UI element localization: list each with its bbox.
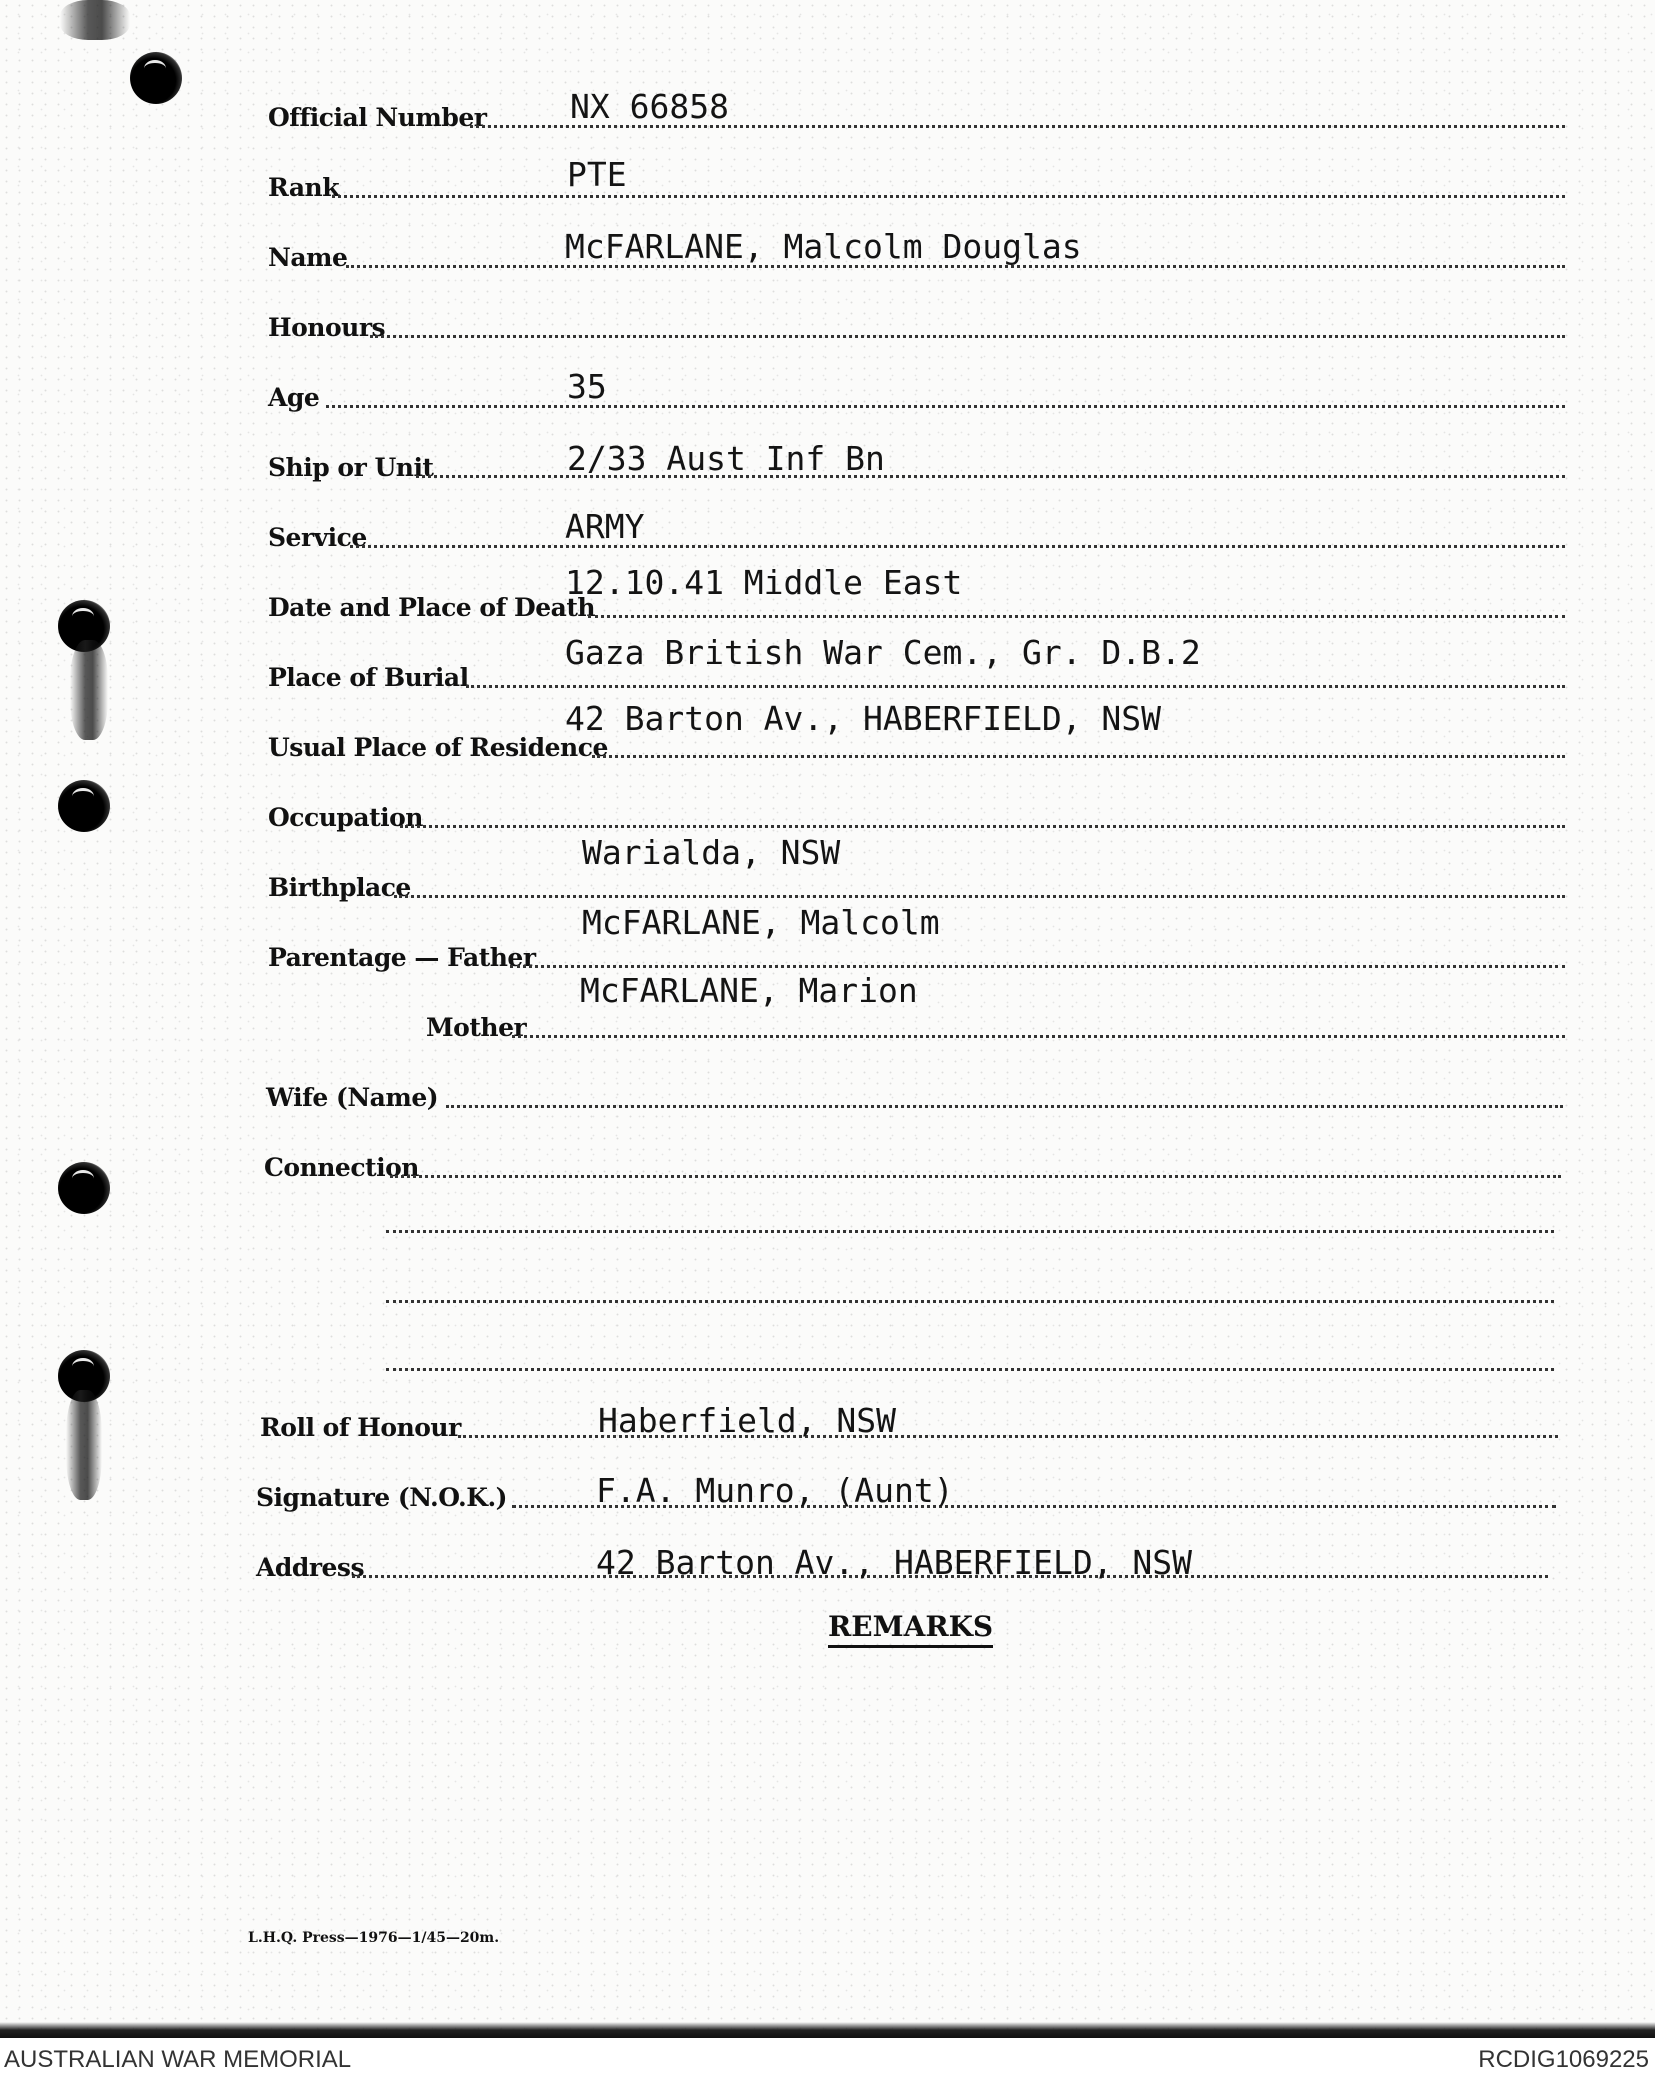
field-usual-residence <box>0 690 1655 760</box>
field-place-of-burial <box>0 620 1655 690</box>
field-mother <box>0 970 1655 1040</box>
field-father <box>0 900 1655 970</box>
footer-institution: AUSTRALIAN WAR MEMORIAL <box>4 2046 352 2073</box>
value-place-of-burial: Gaza British War Cem., Gr. D.B.2 <box>565 633 1201 672</box>
dotted-line <box>446 1105 1563 1108</box>
label-signature-nok: Signature (N.O.K.) <box>256 1483 507 1512</box>
label-occupation: Occupation <box>268 803 423 832</box>
value-signature-nok: F.A. Munro, (Aunt) <box>596 1471 954 1510</box>
field-date-place-death <box>0 550 1655 620</box>
label-date-place-death: Date and Place of Death <box>268 593 596 622</box>
dotted-line <box>332 195 1565 198</box>
label-place-of-burial: Place of Burial <box>268 663 469 692</box>
dotted-line <box>592 755 1565 758</box>
dotted-line <box>390 1175 1561 1178</box>
label-father: Parentage — Father <box>268 943 536 972</box>
dotted-line <box>510 965 1565 968</box>
field-occupation <box>0 760 1655 830</box>
field-roll-of-honour <box>0 1370 1655 1440</box>
value-address: 42 Barton Av., HABERFIELD, NSW <box>596 1543 1193 1582</box>
archive-footer <box>0 2038 1655 2082</box>
value-father: McFARLANE, Malcolm <box>582 903 940 942</box>
value-usual-residence: 42 Barton Av., HABERFIELD, NSW <box>565 699 1162 738</box>
label-service: Service <box>268 523 367 552</box>
value-rank: PTE <box>567 155 627 194</box>
label-roll-of-honour: Roll of Honour <box>260 1413 461 1442</box>
label-usual-residence: Usual Place of Residence <box>268 733 608 762</box>
top-left-smear <box>60 0 130 40</box>
field-signature-nok <box>0 1440 1655 1510</box>
dotted-line <box>350 545 1565 548</box>
printer-imprint: L.H.Q. Press—1976—1/45—20m. <box>248 1930 500 1946</box>
value-name: McFARLANE, Malcolm Douglas <box>565 227 1082 266</box>
label-official-number: Official Number <box>268 103 487 132</box>
dotted-line <box>512 1035 1565 1038</box>
value-birthplace: Warialda, NSW <box>582 833 841 872</box>
scan-bottom-edge <box>0 2022 1655 2038</box>
field-honours <box>0 270 1655 340</box>
dotted-line <box>394 895 1565 898</box>
dotted-line <box>466 685 1565 688</box>
connection-extra-line <box>386 1230 1554 1233</box>
label-connection: Connection <box>264 1153 419 1182</box>
value-ship-or-unit: 2/33 Aust Inf Bn <box>567 439 885 478</box>
footer-record-id: RCDIG1069225 <box>1478 2046 1649 2073</box>
dotted-line <box>400 825 1565 828</box>
value-service: ARMY <box>565 507 645 546</box>
value-date-place-death: 12.10.41 Middle East <box>565 563 963 602</box>
value-mother: McFARLANE, Marion <box>580 971 918 1010</box>
dotted-line <box>326 405 1565 408</box>
dotted-line <box>370 335 1565 338</box>
connection-extra-line <box>386 1300 1554 1303</box>
remarks-heading: REMARKS <box>828 1613 993 1648</box>
label-wife: Wife (Name) <box>266 1083 439 1112</box>
label-rank: Rank <box>268 173 340 202</box>
label-address: Address <box>256 1553 365 1582</box>
label-ship-or-unit: Ship or Unit <box>268 453 434 482</box>
value-official-number: NX 66858 <box>570 87 729 126</box>
label-age: Age <box>268 383 320 412</box>
field-ship-or-unit <box>0 410 1655 480</box>
label-name: Name <box>268 243 348 272</box>
label-mother: Mother <box>426 1013 527 1042</box>
label-honours: Honours <box>268 313 386 342</box>
field-connection <box>0 1110 1655 1180</box>
value-age: 35 <box>567 367 607 406</box>
value-roll-of-honour: Haberfield, NSW <box>598 1401 897 1440</box>
field-service <box>0 480 1655 550</box>
dotted-line <box>588 615 1565 618</box>
field-birthplace <box>0 830 1655 900</box>
field-age <box>0 340 1655 410</box>
field-name <box>0 200 1655 270</box>
field-address <box>0 1510 1655 1580</box>
field-official-number <box>0 60 1655 130</box>
label-birthplace: Birthplace <box>268 873 411 902</box>
field-rank <box>0 130 1655 200</box>
field-wife <box>0 1040 1655 1110</box>
